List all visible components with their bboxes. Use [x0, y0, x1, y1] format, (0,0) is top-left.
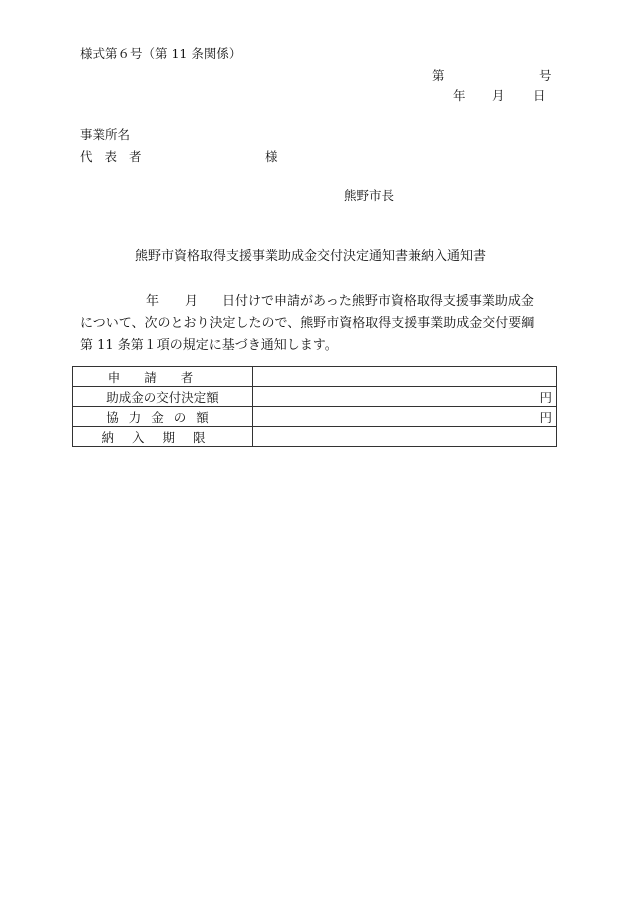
body-paragraph: [80, 291, 560, 357]
row-label-grant-amount: [73, 387, 253, 407]
table-row: [73, 367, 557, 387]
row-label-due-date: [73, 427, 253, 447]
body-line-2: について、次のとおり決定したので、熊野市資格取得支援事業助成金交付要綱: [80, 316, 535, 331]
row-label-text: 協力金の額: [106, 409, 219, 425]
date-year-label: 年: [453, 88, 466, 103]
body-line-1-text: 日付けで申請があった熊野市資格取得支援事業助成金: [222, 294, 534, 309]
form-number: 様式第６号（第 11 条関係）: [80, 46, 242, 61]
row-label-text: 納入期限: [101, 429, 224, 445]
body-line-1: [80, 291, 560, 313]
row-label-text: 申請者: [107, 369, 218, 385]
recipient-representative-label: 代 表 者: [80, 149, 146, 164]
document-number-prefix: 第: [432, 68, 445, 83]
date-month-label: 月: [492, 88, 505, 103]
body-line-3: 第 11 条第１項の規定に基づき通知します。: [80, 338, 338, 353]
row-value-grant-amount: 円: [253, 387, 557, 407]
sender-name: 熊野市長: [344, 188, 395, 203]
document-number-suffix: 号: [539, 68, 552, 83]
table-row: [73, 387, 557, 407]
table-row: [73, 407, 557, 427]
row-value-applicant: [253, 367, 557, 387]
document-title: 熊野市資格取得支援事業助成金交付決定通知書兼納入通知書: [135, 249, 487, 264]
body-year-label: 年: [146, 294, 160, 309]
recipient-office-label: 事業所名: [80, 127, 131, 142]
row-value-due-date: [253, 427, 557, 447]
body-month-label: 月: [185, 294, 199, 309]
row-label-contribution: [73, 407, 253, 427]
details-table: [72, 366, 557, 447]
row-value-contribution: 円: [253, 407, 557, 427]
table-row: [73, 427, 557, 447]
recipient-honorific: 様: [265, 149, 278, 164]
date-day-label: 日: [533, 88, 546, 103]
row-label-applicant: [73, 367, 253, 387]
row-label-text: 助成金の交付決定額: [106, 389, 219, 405]
